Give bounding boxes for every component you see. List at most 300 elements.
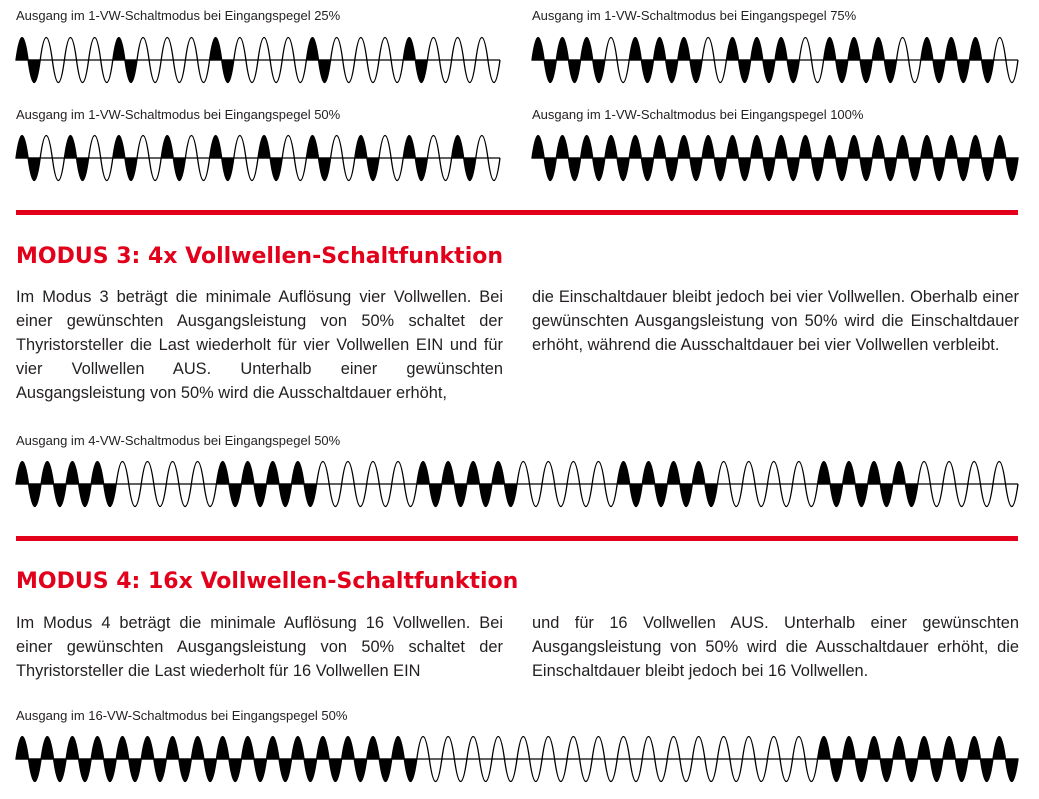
half-wave-on	[292, 462, 305, 485]
half-wave-on	[210, 136, 222, 159]
section-divider-top	[16, 210, 1018, 215]
mode3-text-col1: Im Modus 3 beträgt die minimale Auflösung vier Vollwellen. Bei einer gewünschten Ausgangsleistung von 50% schaltet der Thyristorsteller die Last wiederholt für vier Vollwellen EIN und für vier Vollwellen AUS. Unterhalb einer gewünschten Ausgangsleistung von 50% wird die Ausschaltdauer erhöht,	[16, 288, 503, 402]
half-wave-off	[755, 484, 768, 507]
half-wave-on	[91, 462, 104, 485]
half-wave-on	[28, 60, 40, 83]
half-wave-on	[29, 759, 42, 782]
half-wave-on	[667, 462, 680, 485]
half-wave-off	[793, 462, 806, 485]
half-wave-off	[717, 462, 730, 485]
half-wave-on	[16, 38, 28, 61]
half-wave-on	[173, 158, 185, 181]
half-wave-off	[77, 60, 89, 83]
half-wave-on	[680, 484, 693, 507]
half-wave-off	[198, 60, 210, 83]
half-wave-on	[933, 60, 945, 83]
half-wave-off	[141, 462, 154, 485]
half-wave-off	[89, 136, 101, 159]
half-wave-on	[775, 136, 787, 159]
half-wave-off	[379, 484, 392, 507]
half-wave-off	[476, 136, 488, 159]
half-wave-on	[429, 484, 442, 507]
half-wave-off	[811, 60, 823, 83]
half-wave-off	[442, 737, 455, 760]
half-wave-off	[630, 759, 643, 782]
half-wave-on	[29, 484, 42, 507]
half-wave-off	[542, 462, 555, 485]
half-wave-off	[717, 737, 730, 760]
half-wave-off	[367, 462, 380, 485]
half-wave-off	[968, 462, 981, 485]
half-wave-on	[909, 158, 921, 181]
half-wave-on	[884, 158, 896, 181]
half-wave-on	[855, 759, 868, 782]
half-wave-off	[185, 136, 197, 159]
half-wave-on	[113, 136, 125, 159]
half-wave-on	[848, 38, 860, 61]
half-wave-off	[198, 158, 210, 181]
half-wave-on	[799, 136, 811, 159]
half-wave-off	[282, 38, 294, 61]
half-wave-on	[267, 462, 280, 485]
half-wave-on	[617, 462, 630, 485]
half-wave-on	[568, 158, 580, 181]
half-wave-off	[367, 60, 379, 83]
half-wave-on	[945, 38, 957, 61]
half-wave-on	[367, 158, 379, 181]
half-wave-on	[933, 158, 945, 181]
half-wave-on	[28, 158, 40, 181]
half-wave-off	[329, 484, 342, 507]
half-wave-off	[580, 759, 593, 782]
half-wave-off	[166, 462, 179, 485]
half-wave-off	[605, 759, 618, 782]
half-wave-off	[742, 462, 755, 485]
half-wave-off	[391, 60, 403, 83]
half-wave-off	[780, 759, 793, 782]
half-wave-on	[641, 158, 653, 181]
half-wave-off	[331, 136, 343, 159]
half-wave-on	[403, 136, 415, 159]
half-wave-on	[654, 136, 666, 159]
half-wave-off	[705, 759, 718, 782]
half-wave-off	[64, 38, 76, 61]
half-wave-on	[54, 759, 67, 782]
half-wave-off	[467, 737, 480, 760]
half-wave-on	[54, 484, 67, 507]
half-wave-on	[692, 462, 705, 485]
half-wave-on	[292, 737, 305, 760]
half-wave-on	[216, 737, 229, 760]
half-wave-on	[141, 737, 154, 760]
half-wave-off	[89, 38, 101, 61]
half-wave-off	[234, 136, 246, 159]
half-wave-on	[467, 462, 480, 485]
half-wave-off	[185, 38, 197, 61]
half-wave-on	[702, 136, 714, 159]
half-wave-on	[79, 759, 92, 782]
half-wave-on	[210, 38, 222, 61]
half-wave-on	[254, 484, 267, 507]
half-wave-on	[824, 136, 836, 159]
half-wave-off	[768, 737, 781, 760]
half-wave-on	[113, 38, 125, 61]
half-wave-off	[342, 462, 355, 485]
half-wave-off	[440, 60, 452, 83]
half-wave-on	[319, 158, 331, 181]
half-wave-on	[818, 737, 831, 760]
half-wave-off	[567, 462, 580, 485]
half-wave-on	[417, 462, 430, 485]
half-wave-on	[868, 462, 881, 485]
half-wave-off	[331, 38, 343, 61]
half-wave-off	[799, 38, 811, 61]
half-wave-on	[279, 759, 292, 782]
half-wave-on	[763, 158, 775, 181]
half-wave-on	[229, 484, 242, 507]
half-wave-off	[454, 759, 467, 782]
half-wave-off	[343, 158, 355, 181]
half-wave-on	[568, 60, 580, 83]
half-wave-off	[282, 136, 294, 159]
half-wave-on	[544, 158, 556, 181]
half-wave-off	[642, 737, 655, 760]
mode4-text-col1: Im Modus 4 beträgt die minimale Auflösung 16 Vollwellen. Bei einer gewünschten Ausgangsleistung von 50% schaltet der Thyristorsteller die Last wiederholt für 16 Vollwellen EIN	[16, 614, 503, 680]
half-wave-on	[304, 759, 317, 782]
waveform-16vw-50	[16, 735, 1018, 783]
half-wave-off	[730, 484, 743, 507]
half-wave-off	[149, 158, 161, 181]
half-wave-on	[216, 462, 229, 485]
half-wave-on	[204, 759, 217, 782]
half-wave-on	[957, 158, 969, 181]
mode3-text-col2: die Einschaltdauer bleibt jedoch bei vier Vollwellen. Oberhalb einer gewünschten Ausgangsleistung von 50% wird die Einschaltdauer erhöht, während die Ausschaltdauer bei vier Vollwellen verbleibt.	[532, 288, 1019, 354]
half-wave-on	[980, 759, 993, 782]
half-wave-off	[179, 484, 192, 507]
half-wave-off	[943, 462, 956, 485]
half-wave-on	[836, 158, 848, 181]
half-wave-on	[66, 462, 79, 485]
half-wave-on	[836, 60, 848, 83]
waveform-1vw-50	[16, 134, 500, 182]
half-wave-off	[567, 737, 580, 760]
half-wave-off	[476, 38, 488, 61]
half-wave-off	[805, 759, 818, 782]
half-wave-on	[905, 484, 918, 507]
half-wave-on	[655, 484, 668, 507]
half-wave-on	[79, 484, 92, 507]
half-wave-on	[843, 737, 856, 760]
half-wave-on	[969, 136, 981, 159]
half-wave-on	[556, 38, 568, 61]
caption-1vw-100: Ausgang im 1-VW-Schaltmodus bei Eingangspegel 100%	[532, 107, 864, 122]
half-wave-on	[818, 462, 831, 485]
half-wave-off	[580, 484, 593, 507]
mode4-heading: MODUS 4: 16x Vollwellen-Schaltfunktion	[16, 569, 519, 594]
section-divider-middle	[16, 536, 1018, 541]
half-wave-off	[392, 462, 405, 485]
half-wave-on	[860, 60, 872, 83]
half-wave-off	[52, 158, 64, 181]
half-wave-off	[204, 484, 217, 507]
half-wave-off	[440, 158, 452, 181]
half-wave-on	[968, 737, 981, 760]
half-wave-off	[379, 136, 391, 159]
half-wave-on	[880, 484, 893, 507]
half-wave-on	[41, 462, 54, 485]
half-wave-on	[751, 38, 763, 61]
half-wave-on	[943, 737, 956, 760]
half-wave-on	[726, 136, 738, 159]
half-wave-on	[179, 759, 192, 782]
half-wave-off	[391, 158, 403, 181]
half-wave-off	[714, 60, 726, 83]
half-wave-off	[918, 462, 931, 485]
half-wave-on	[666, 158, 678, 181]
half-wave-off	[270, 60, 282, 83]
half-wave-off	[1006, 60, 1018, 83]
half-wave-on	[241, 737, 254, 760]
half-wave-on	[957, 60, 969, 83]
half-wave-off	[101, 60, 113, 83]
waveform-4vw-50	[16, 460, 1018, 508]
waveform-1vw-25	[16, 36, 500, 84]
half-wave-on	[605, 136, 617, 159]
half-wave-on	[921, 136, 933, 159]
half-wave-off	[427, 136, 439, 159]
half-wave-on	[921, 38, 933, 61]
half-wave-off	[755, 759, 768, 782]
half-wave-off	[530, 484, 543, 507]
half-wave-off	[246, 158, 258, 181]
half-wave-on	[270, 158, 282, 181]
half-wave-on	[306, 136, 318, 159]
half-wave-off	[429, 759, 442, 782]
half-wave-off	[730, 759, 743, 782]
half-wave-on	[241, 462, 254, 485]
half-wave-off	[555, 759, 568, 782]
half-wave-off	[680, 759, 693, 782]
half-wave-on	[993, 737, 1006, 760]
half-wave-off	[40, 38, 52, 61]
half-wave-off	[488, 60, 500, 83]
half-wave-on	[77, 158, 89, 181]
caption-1vw-75: Ausgang im 1-VW-Schaltmodus bei Eingangspegel 75%	[532, 8, 857, 23]
half-wave-on	[354, 759, 367, 782]
half-wave-off	[617, 737, 630, 760]
half-wave-off	[805, 484, 818, 507]
half-wave-on	[848, 136, 860, 159]
half-wave-on	[442, 462, 455, 485]
half-wave-on	[279, 484, 292, 507]
half-wave-off	[555, 484, 568, 507]
half-wave-on	[104, 484, 117, 507]
half-wave-off	[464, 60, 476, 83]
half-wave-on	[666, 60, 678, 83]
half-wave-off	[137, 38, 149, 61]
half-wave-on	[905, 759, 918, 782]
half-wave-on	[66, 737, 79, 760]
half-wave-on	[872, 38, 884, 61]
half-wave-on	[629, 136, 641, 159]
half-wave-off	[655, 759, 668, 782]
half-wave-on	[641, 60, 653, 83]
mode4-text-col2: und für 16 Vollwellen AUS. Unterhalb einer gewünschten Ausgangsleistung von 50% wird die Ausschaltdauer erhöht, die Einschaltdauer bleibt jedoch bei 16 Vollwellen.	[532, 614, 1019, 680]
half-wave-on	[267, 737, 280, 760]
half-wave-on	[125, 158, 137, 181]
half-wave-off	[702, 38, 714, 61]
half-wave-off	[1005, 484, 1018, 507]
half-wave-on	[824, 38, 836, 61]
half-wave-on	[161, 136, 173, 159]
half-wave-off	[191, 462, 204, 485]
half-wave-off	[294, 60, 306, 83]
half-wave-off	[492, 737, 505, 760]
half-wave-on	[787, 60, 799, 83]
half-wave-on	[544, 60, 556, 83]
half-wave-on	[125, 60, 137, 83]
half-wave-on	[464, 158, 476, 181]
half-wave-on	[811, 158, 823, 181]
half-wave-on	[690, 60, 702, 83]
half-wave-on	[726, 38, 738, 61]
half-wave-on	[91, 737, 104, 760]
half-wave-on	[714, 158, 726, 181]
half-wave-on	[16, 136, 28, 159]
half-wave-on	[154, 759, 167, 782]
half-wave-on	[930, 759, 943, 782]
half-wave-on	[593, 60, 605, 83]
half-wave-on	[629, 38, 641, 61]
half-wave-on	[982, 60, 994, 83]
half-wave-on	[452, 136, 464, 159]
half-wave-off	[234, 38, 246, 61]
half-wave-on	[739, 158, 751, 181]
half-wave-off	[258, 38, 270, 61]
half-wave-on	[830, 484, 843, 507]
half-wave-on	[404, 759, 417, 782]
half-wave-on	[893, 462, 906, 485]
half-wave-on	[855, 484, 868, 507]
half-wave-off	[161, 38, 173, 61]
half-wave-on	[918, 737, 931, 760]
half-wave-off	[542, 737, 555, 760]
half-wave-on	[955, 759, 968, 782]
half-wave-on	[739, 60, 751, 83]
half-wave-off	[154, 484, 167, 507]
half-wave-off	[129, 484, 142, 507]
half-wave-on	[945, 136, 957, 159]
half-wave-on	[166, 737, 179, 760]
half-wave-on	[258, 136, 270, 159]
caption-1vw-25: Ausgang im 1-VW-Schaltmodus bei Eingangspegel 25%	[16, 8, 341, 23]
half-wave-off	[793, 737, 806, 760]
half-wave-on	[642, 462, 655, 485]
half-wave-off	[742, 737, 755, 760]
half-wave-on	[229, 759, 242, 782]
mode3-heading: MODUS 3: 4x Vollwellen-Schaltfunktion	[16, 244, 504, 269]
half-wave-on	[678, 38, 690, 61]
half-wave-on	[884, 60, 896, 83]
half-wave-on	[1006, 158, 1018, 181]
half-wave-off	[404, 484, 417, 507]
half-wave-off	[452, 38, 464, 61]
half-wave-on	[593, 158, 605, 181]
half-wave-on	[319, 60, 331, 83]
half-wave-off	[517, 462, 530, 485]
half-wave-on	[897, 136, 909, 159]
half-wave-off	[605, 38, 617, 61]
half-wave-on	[306, 38, 318, 61]
half-wave-on	[1005, 759, 1018, 782]
half-wave-on	[379, 759, 392, 782]
half-wave-on	[492, 462, 505, 485]
half-wave-on	[893, 737, 906, 760]
half-wave-off	[246, 60, 258, 83]
half-wave-off	[294, 158, 306, 181]
half-wave-on	[355, 136, 367, 159]
half-wave-on	[415, 158, 427, 181]
half-wave-off	[780, 484, 793, 507]
half-wave-on	[367, 737, 380, 760]
half-wave-on	[254, 759, 267, 782]
half-wave-on	[830, 759, 843, 782]
half-wave-off	[897, 38, 909, 61]
half-wave-on	[454, 484, 467, 507]
half-wave-off	[592, 737, 605, 760]
half-wave-on	[617, 158, 629, 181]
half-wave-on	[678, 136, 690, 159]
half-wave-on	[868, 737, 881, 760]
half-wave-on	[763, 60, 775, 83]
half-wave-on	[116, 737, 129, 760]
half-wave-off	[993, 462, 1006, 485]
half-wave-on	[104, 759, 117, 782]
half-wave-on	[222, 60, 234, 83]
half-wave-on	[994, 136, 1006, 159]
half-wave-off	[40, 136, 52, 159]
half-wave-on	[860, 158, 872, 181]
half-wave-on	[532, 136, 544, 159]
half-wave-off	[355, 38, 367, 61]
half-wave-off	[504, 759, 517, 782]
half-wave-on	[751, 136, 763, 159]
half-wave-on	[654, 38, 666, 61]
half-wave-on	[64, 136, 76, 159]
half-wave-off	[617, 60, 629, 83]
half-wave-on	[843, 462, 856, 485]
half-wave-on	[342, 737, 355, 760]
half-wave-on	[504, 484, 517, 507]
half-wave-on	[317, 737, 330, 760]
half-wave-off	[667, 737, 680, 760]
half-wave-off	[173, 60, 185, 83]
half-wave-on	[969, 38, 981, 61]
half-wave-on	[129, 759, 142, 782]
half-wave-off	[343, 60, 355, 83]
half-wave-off	[909, 60, 921, 83]
half-wave-on	[775, 38, 787, 61]
half-wave-on	[222, 158, 234, 181]
half-wave-on	[982, 158, 994, 181]
half-wave-off	[605, 484, 618, 507]
half-wave-off	[530, 759, 543, 782]
half-wave-off	[592, 462, 605, 485]
caption-16vw-50: Ausgang im 16-VW-Schaltmodus bei Eingangspegel 50%	[16, 708, 348, 723]
half-wave-off	[768, 462, 781, 485]
half-wave-off	[116, 462, 129, 485]
half-wave-on	[41, 737, 54, 760]
